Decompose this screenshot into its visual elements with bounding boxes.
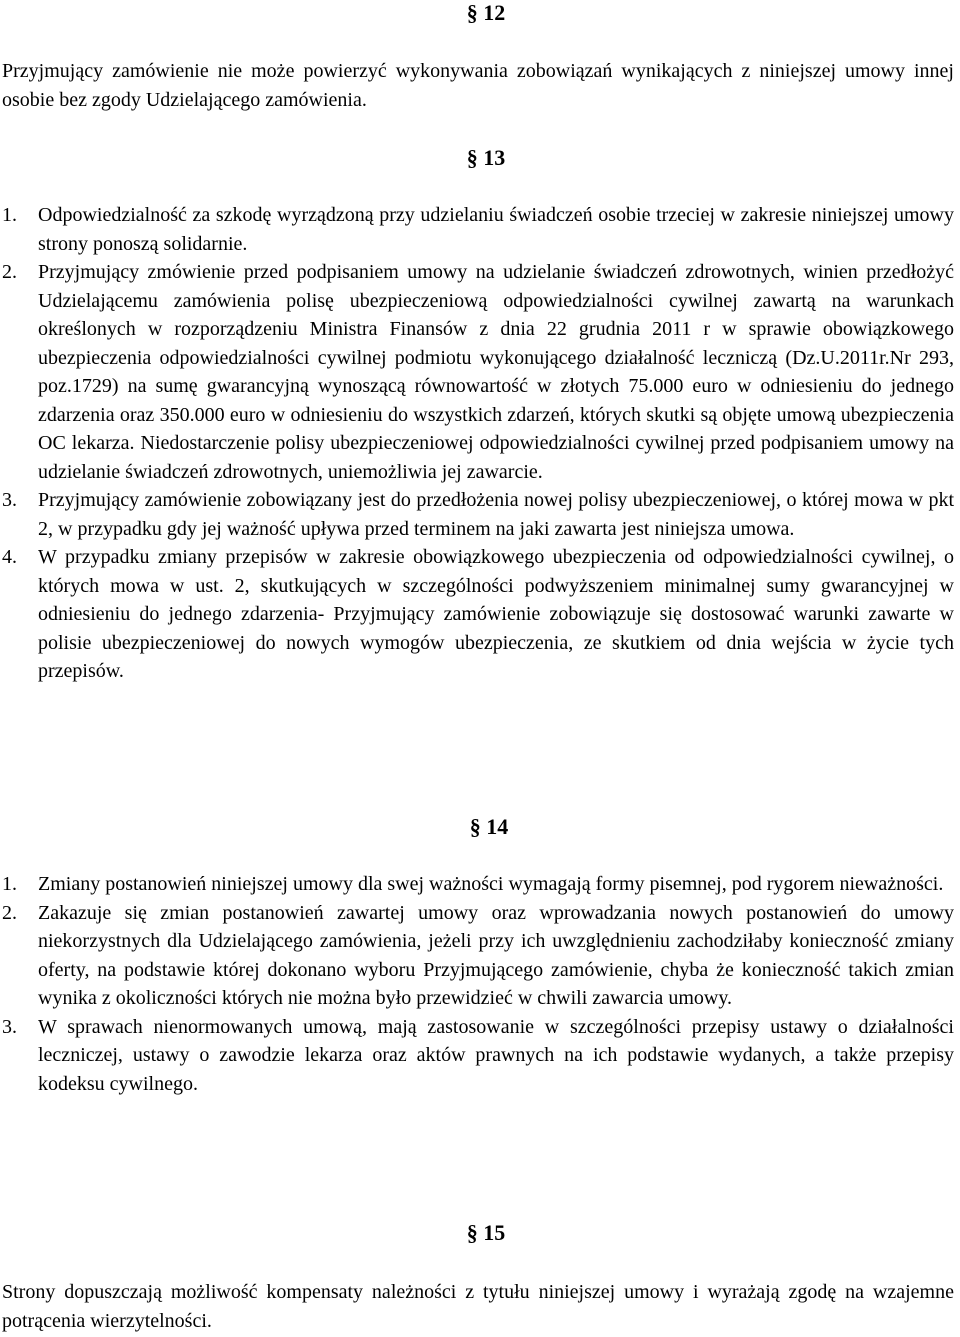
list-item xyxy=(2,899,954,1013)
item-number: 2. xyxy=(2,261,17,283)
list-item xyxy=(2,1013,954,1099)
item-text: W przypadku zmiany przepisów w zakresie obowiązkowego ubezpieczenia od odpowiedzialności cywilnej, o których mowa w ust. 2, skutkujących w szczególności podwyższeniem minimalnej sumy gwarancyjnej w odniesieniu do jednego zdarzenia- Przyjmujący zamówienie zobowiązuje się dostosować warunki zawarte w polisie ubezpieczeniowej do nowych wymogów ubezpieczenia, ze skutkiem od dnia wejścia w życie tych przepisów. xyxy=(38,546,954,682)
section-13-list xyxy=(2,201,954,686)
item-text: Przyjmujący zmówienie przed podpisaniem umowy na udzielanie świadczeń zdrowotnych, winien przedłożyć Udzielającemu zamówienia polisę ubezpieczeniową odpowiedzialności cywilnej zawartą na warunkach określonych w rozporządzeniu Ministra Finansów z dnia 22 grudnia 2011 r w sprawie obowiązkowego ubezpieczenia odpowiedzialności cywilnej podmiotu wykonującego działalność leczniczą (Dz.U.2011r.Nr 293, poz.1729) na sumę gwarancyjną wynoszącą równowartość w złotych 75.000 euro w odniesieniu do jednego zdarzenia oraz 350.000 euro w odniesieniu do wszystkich zdarzeń, których skutki są objęte umową ubezpieczenia OC lekarza. Niedostarczenie polisy ubezpieczeniowej odpowiedzialności cywilnej przed podpisaniem umowy na udzielanie świadczeń zdrowotnych, uniemożliwia jej zawarcie. xyxy=(38,261,954,483)
section-heading-12: § 12 xyxy=(466,0,506,25)
item-text: W sprawach nienormowanych umową, mają zastosowanie w szczególności przepisy ustawy o działalności leczniczej, ustawy o zawodzie lekarza oraz aktów prawnych na ich podstawie wydanych, a także przepisy kodeksu cywilnego. xyxy=(38,1015,954,1095)
list-item xyxy=(2,486,954,543)
list-item xyxy=(2,258,954,486)
item-text: Zakazuje się zmian postanowień zawartej umowy oraz wprowadzania nowych postanowień do umowy niekorzystnych dla Udzielającego zamówienia, jeżeli przy ich uwzględnieniu zachodziłaby konieczność zmiany oferty, na podstawie której dokonano wyboru Przyjmującego zamówienie, chyba że konieczność takich zmian wynika z okoliczności których nie można było przewidzieć w chwili zawarcia umowy. xyxy=(38,901,954,1009)
list-item xyxy=(2,543,954,686)
list-item xyxy=(2,870,954,899)
section-15-paragraph: Strony dopuszczają możliwość kompensaty należności z tytułu niniejszej umowy i wyrażają zgodę na wzajemne potrącenia wierzytelności. xyxy=(2,1281,954,1332)
section-heading-14: § 14 xyxy=(469,814,509,839)
item-number: 1. xyxy=(2,873,17,895)
item-number: 3. xyxy=(2,489,17,511)
list-item xyxy=(2,201,954,258)
item-number: 1. xyxy=(2,204,17,226)
item-text: Zmiany postanowień niniejszej umowy dla swej ważności wymagają formy pisemnej, pod rygorem nieważności. xyxy=(38,873,944,895)
section-14-list xyxy=(2,870,954,1098)
item-number: 3. xyxy=(2,1015,17,1038)
item-number: 2. xyxy=(2,901,17,924)
item-text: Przyjmujący zamówienie zobowiązany jest do przedłożenia nowej polisy ubezpieczeniowej, o której mowa w pkt 2, w przypadku gdy jej ważność upływa przed terminem na jaki zawarta jest niniejsza umowa. xyxy=(38,489,954,540)
item-number: 4. xyxy=(2,546,17,568)
section-12-paragraph: Przyjmujący zamówienie nie może powierzyć wykonywania zobowiązań wynikających z niniejszej umowy innej osobie bez zgody Udzielającego zamówienia. xyxy=(2,60,954,111)
section-heading-15: § 15 xyxy=(466,1220,506,1245)
item-text: Odpowiedzialność za szkodę wyrządzoną przy udzielaniu świadczeń osobie trzeciej w zakresie niniejszej umowy strony ponoszą solidarnie. xyxy=(38,204,954,255)
section-heading-13: § 13 xyxy=(466,145,506,170)
